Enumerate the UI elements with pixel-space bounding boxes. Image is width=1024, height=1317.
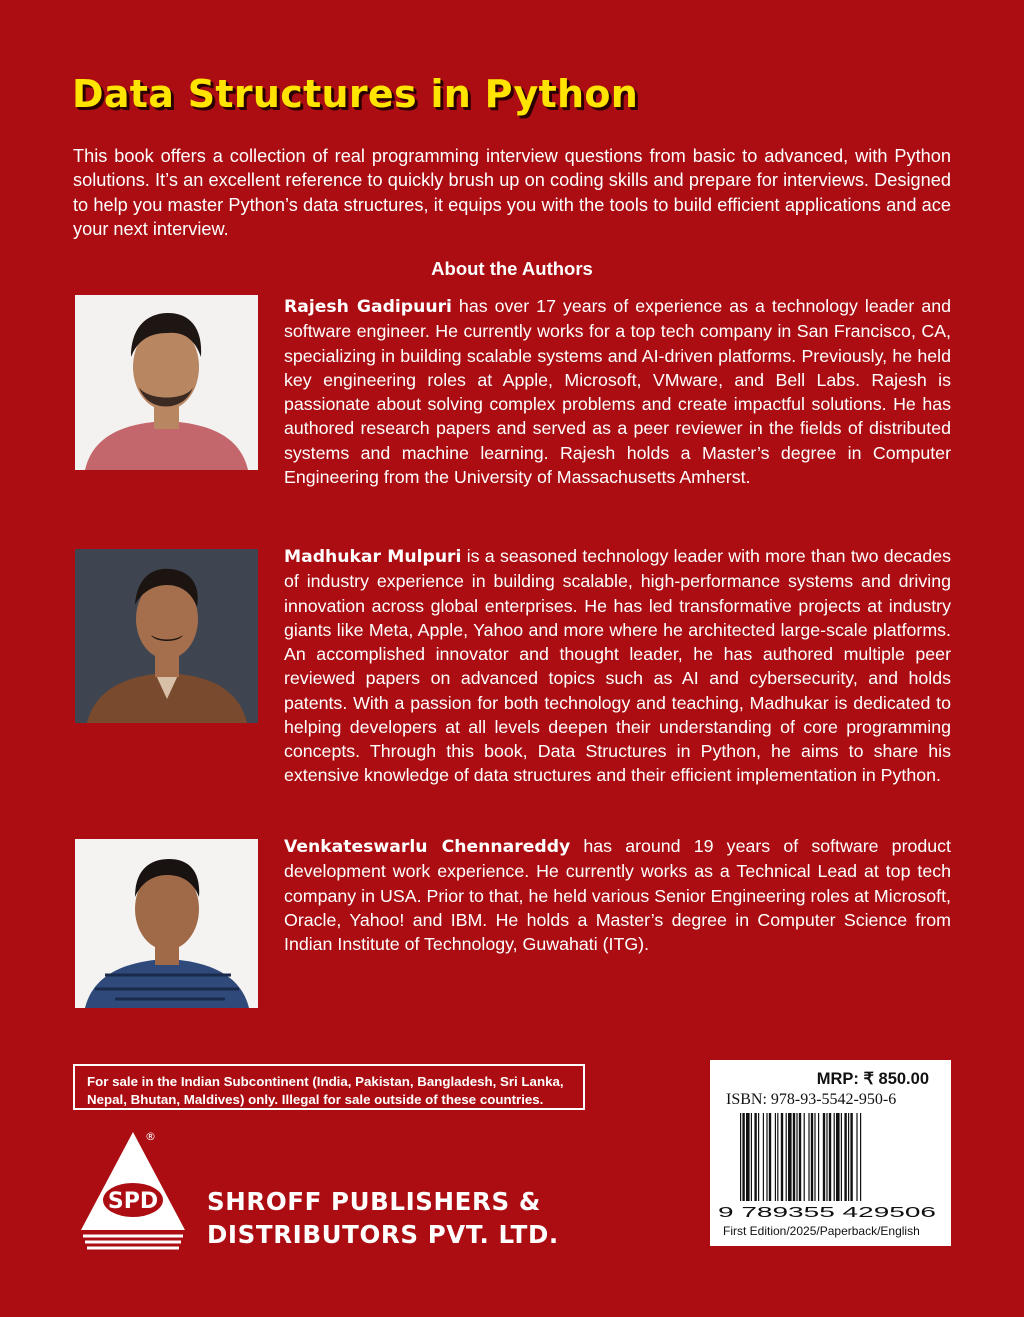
publisher-name <box>207 1185 559 1251</box>
author-photo-madhukar <box>75 549 258 723</box>
barcode-bar <box>777 1113 778 1201</box>
registered-mark: ® <box>145 1130 156 1143</box>
barcode-bar <box>834 1113 835 1201</box>
barcode-bar <box>814 1113 815 1201</box>
barcode-bar <box>829 1113 831 1201</box>
barcode-bar <box>788 1113 792 1201</box>
publisher-line: SHROFF PUBLISHERS & <box>207 1187 541 1216</box>
barcode-bar <box>848 1113 849 1201</box>
barcode-bar <box>781 1113 783 1201</box>
author-name-venkateswarlu: Venkateswarlu Chennareddy <box>284 837 571 857</box>
barcode-bar <box>740 1113 741 1201</box>
barcode-bar <box>754 1113 756 1201</box>
barcode-bar <box>856 1113 857 1201</box>
barcode-bar <box>796 1113 797 1201</box>
barcode-bar <box>786 1113 787 1201</box>
edition-info: First Edition/2025/Paperback/English <box>723 1224 920 1238</box>
author-bio-rajesh <box>284 294 951 489</box>
author-bio-text: has over 17 years of experience as a technology leader and software engineer. He currently works for a top tech company in San Francisco, CA, specializing in building scalable systems and AI-driven platforms. Previously, he held key engineering roles at Apple, Microsoft, VMware, and Bell Labs. Rajesh is passionate about solving complex problems and create impactful solutions. He has authored research papers and served as a peer reviewer in the fields of distributed systems and machine learning. Rajesh holds a Master’s degree in Computer Engineering from the University of Massachusetts Amherst. <box>284 296 952 487</box>
author-name-madhukar: Madhukar Mulpuri <box>284 547 462 567</box>
publisher-line: DISTRIBUTORS PVT. LTD. <box>207 1220 559 1249</box>
sale-notice-line: For sale in the Indian Subcontinent (India, Pakistan, Bangladesh, Sri Lanka, <box>87 1074 564 1089</box>
author-name-rajesh: Rajesh Gadipuuri <box>284 297 452 317</box>
author-bio-text: is a seasoned technology leader with more than two decades of industry experience in building scalable, high-performance systems and driving innovation across global enterprises. He has led transformative projects at industry giants like Meta, Apple, Yahoo and more where he architected large-scale platforms. An accomplished innovator and thought leader, he has authored multiple peer reviewed papers on advanced topics such as AI and cybersecurity, and holds patents. With a passion for both technology and teaching, Madhukar is dedicated to helping developers at all levels deepen their understanding of core programming concepts. Through this book, Data Structures in Python, he aims to share his extensive knowledge of data structures and their efficient implementation in Python. <box>284 546 951 786</box>
barcode-bar <box>775 1113 776 1201</box>
author-photo-rajesh <box>75 295 258 470</box>
isbn-number: ISBN: 978-93-5542-950-6 <box>726 1091 897 1108</box>
barcode-bar <box>793 1113 795 1201</box>
spd-logo <box>73 1128 201 1256</box>
author-photo-venkateswarlu <box>75 839 258 1008</box>
barcode-bar <box>758 1113 759 1201</box>
barcode-bar <box>818 1113 819 1201</box>
author-bio-madhukar <box>284 544 951 788</box>
isbn-barcode <box>718 1113 943 1221</box>
barcode-bar <box>766 1113 767 1201</box>
logo-text: SPD <box>107 1189 159 1214</box>
sale-notice-line: Nepal, Bhutan, Maldives) only. Illegal for sale outside of these countries. <box>87 1091 544 1107</box>
barcode-bar <box>836 1113 840 1201</box>
barcode-bar <box>799 1113 801 1201</box>
author-bio-venkateswarlu <box>284 834 951 956</box>
barcode-bar <box>808 1113 809 1201</box>
barcode-bar <box>826 1113 827 1201</box>
barcode-bar <box>769 1113 771 1201</box>
author-bio-text: has around 19 years of software product development work experience. He currently works as a Technical Lead at top tech company in USA. Prior to that, he held various Senior Engineering roles at Microsoft, Oracle, Yahoo! and IBM. He holds a Master’s degree in Computer Science from Indian Institute of Technology, Guwahati (ITG). <box>284 836 951 954</box>
barcode-bar <box>823 1113 825 1201</box>
barcode-bar <box>804 1113 805 1201</box>
barcode-bar <box>763 1113 764 1201</box>
book-description: This book offers a collection of real programming interview questions from basic to advanced, with Python solutions. It’s an excellent reference to quickly brush up on coding skills and prepare for interviews. Designed to help you master Python’s data structures, it equips you with the tools to build efficient applications and ace your next interview. <box>73 146 951 239</box>
book-title: Data Structures in Python <box>72 72 639 116</box>
price-barcode-box <box>710 1060 951 1246</box>
barcode-bar <box>860 1113 861 1201</box>
barcode-bar <box>751 1113 752 1201</box>
barcode-bar <box>811 1113 813 1201</box>
barcode-bar <box>841 1113 842 1201</box>
barcode-bar <box>742 1113 744 1201</box>
mrp-price: MRP: ₹ 850.00 <box>816 1070 929 1088</box>
barcode-bar <box>844 1113 846 1201</box>
sale-restriction-notice <box>73 1064 585 1110</box>
barcode-bar <box>746 1113 750 1201</box>
about-authors-heading: About the Authors <box>431 258 593 279</box>
barcode-digits: 9 789355 429506 <box>718 1204 936 1221</box>
barcode-bar <box>850 1113 852 1201</box>
